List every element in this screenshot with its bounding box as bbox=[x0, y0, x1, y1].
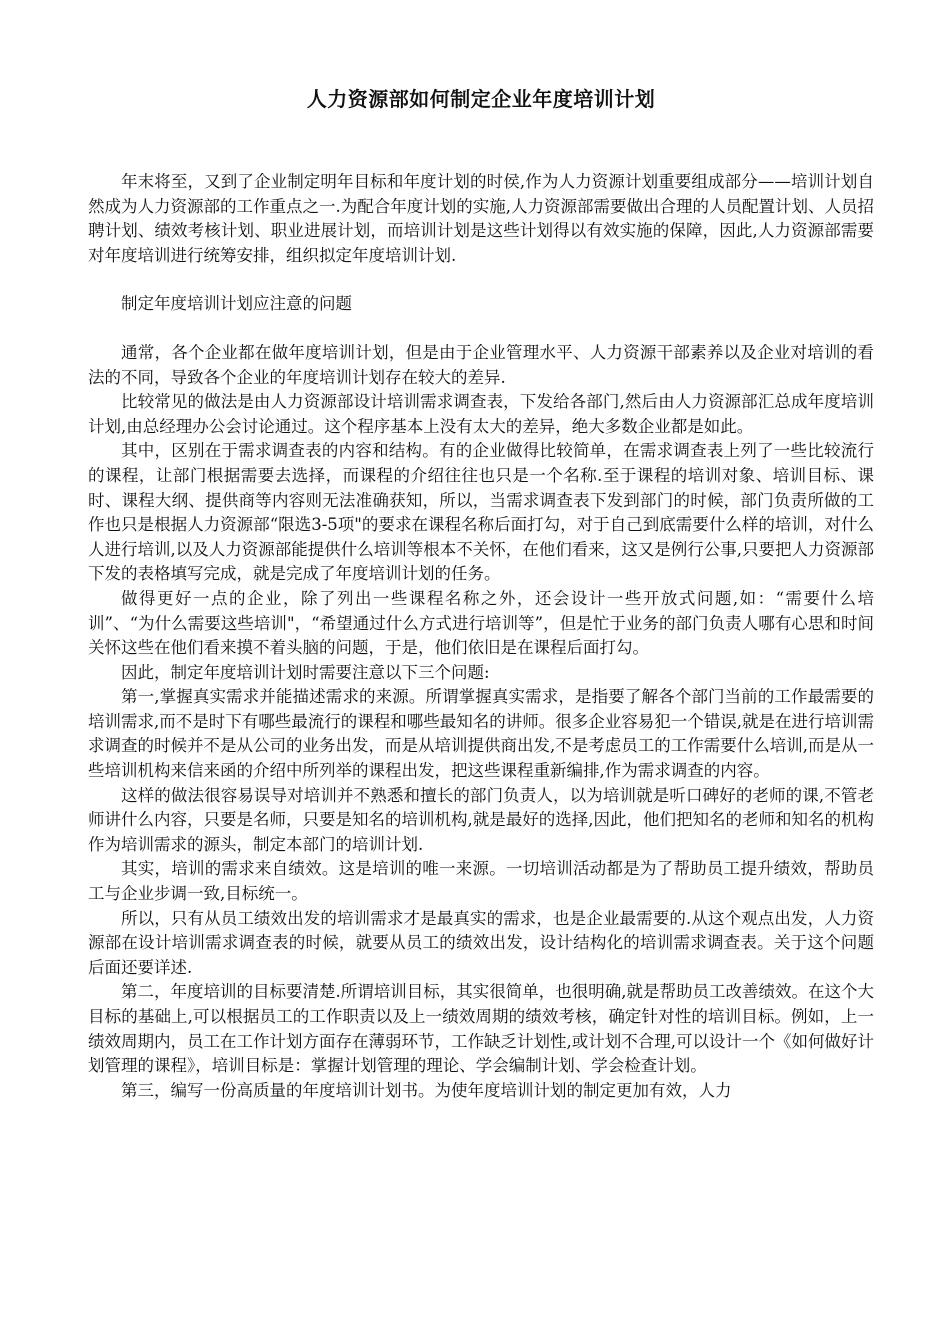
body-paragraph: 做得更好一点的企业，除了列出一些课程名称之外，还会设计一些开放式问题,如：“需要什么培训”、“为什么需要这些培训"，“希望通过什么方式进行培训等”，但是忙于业务的部门负责人哪有心思和时间关怀这些在他们看来摸不着头脑的问题，于是，他们依旧是在课程后面打勾。 bbox=[88, 588, 874, 658]
body-paragraph: 第三，编写一份高质量的年度培训计划书。为使年度培训计划的制定更加有效，人力 bbox=[121, 1080, 732, 1100]
body-paragraph: 所以，只有从员工绩效出发的培训需求才是最真实的需求，也是企业最需要的.从这个观点出发，人力资源部在设计培训需求调查表的时候，就要从员工的绩效出发，设计结构化的培训需求调查表。关于这个问题后面还要详述. bbox=[88, 908, 874, 977]
body-paragraph: 第二，年度培训的目标要清楚.所谓培训目标，其实很简单，也很明确,就是帮助员工改善绩效。在这个大目标的基础上,可以根据员工的工作职责以及上一绩效周期的绩效考核，确定针对性的培训目标。例如，上一绩效周期内，员工在工作计划方面存在薄弱环节，工作缺乏计划性,或计划不合理,可以设计一个《如何做好计划管理的课程》，培训目标是：掌握计划管理的理论、学会编制计划、学会检查计划。 bbox=[88, 982, 874, 1076]
body-paragraph: 通常，各个企业都在做年度培训计划，但是由于企业管理水平、人力资源干部素养以及企业对培训的看法的不同，导致各个企业的年度培训计划存在较大的差异. bbox=[88, 342, 874, 387]
section-heading: 制定年度培训计划应注意的问题 bbox=[121, 294, 352, 314]
body-paragraph: 其实，培训的需求来自绩效。这是培训的唯一来源。一切培训活动都是为了帮助员工提升绩效，帮助员工与企业步调一致,目标统一。 bbox=[88, 859, 874, 904]
body-paragraph: 因此，制定年度培训计划时需要注意以下三个问题: bbox=[121, 662, 490, 682]
body-paragraph: 其中，区别在于需求调查表的内容和结构。有的企业做得比较简单，在需求调查表上列了一些比较流行的课程，让部门根据需要去选择，而课程的介绍往往也只是一个名称.至于课程的培训对象、培训目标、课时、课程大纲、提供商等内容则无法准确获知，所以，当需求调查表下发到部门的时候，部门负责所做的工作也只是根据人力资源部“限选3-5项"的要求在课程名称后面打勾，对于自己到底需要什么样的培训，对什么人进行培训,以及人力资源部能提供什么培训等根本不关怀，在他们看来，这又是例行公事,只要把人力资源部下发的表格填写完成，就是完成了年度培训计划的任务。 bbox=[88, 441, 874, 584]
intro-paragraph: 年末将至，又到了企业制定明年目标和年度计划的时侯,作为人力资源计划重要组成部分——培训计划自然成为人力资源部的工作重点之一.为配合年度计划的实施,人力资源部需要做出合理的人员配置计划、人员招聘计划、绩效考核计划、职业进展计划，而培训计划是这些计划得以有效实施的保障，因此,人力资源部需要对年度培训进行统筹安排，组织拟定年度培训计划. bbox=[88, 172, 874, 265]
body-paragraph: 比较常见的做法是由人力资源部设计培训需求调查表，下发给各部门,然后由人力资源部汇总成年度培训计划,由总经理办公会讨论通过。这个程序基本上没有太大的差异，绝大多数企业都是如此。 bbox=[88, 392, 874, 436]
document-title: 人力资源部如何制定企业年度培训计划 bbox=[306, 87, 656, 111]
document-body bbox=[88, 84, 874, 1103]
body-paragraph: 第一,掌握真实需求并能描述需求的来源。所谓掌握真实需求，是指要了解各个部门当前的工作最需要的培训需求,而不是时下有哪些最流行的课程和哪些最知名的讲师。很多企业容易犯一个错误,就是在进行培训需求调查的时候并不是从公司的业务出发，而是从培训提供商出发,不是考虑员工的工作需要什么培训,而是从一些培训机构来信来函的介绍中所列举的课程出发，把这些课程重新编排,作为需求调查的内容。 bbox=[88, 687, 874, 781]
body-paragraph: 这样的做法很容易误导对培训并不熟悉和擅长的部门负责人，以为培训就是听口碑好的老师的课,不管老师讲什么内容，只要是名师，只要是知名的培训机构,就是最好的选择,因此，他们把知名的老师和知名的机构作为培训需求的源头，制定本部门的培训计划. bbox=[88, 785, 874, 854]
